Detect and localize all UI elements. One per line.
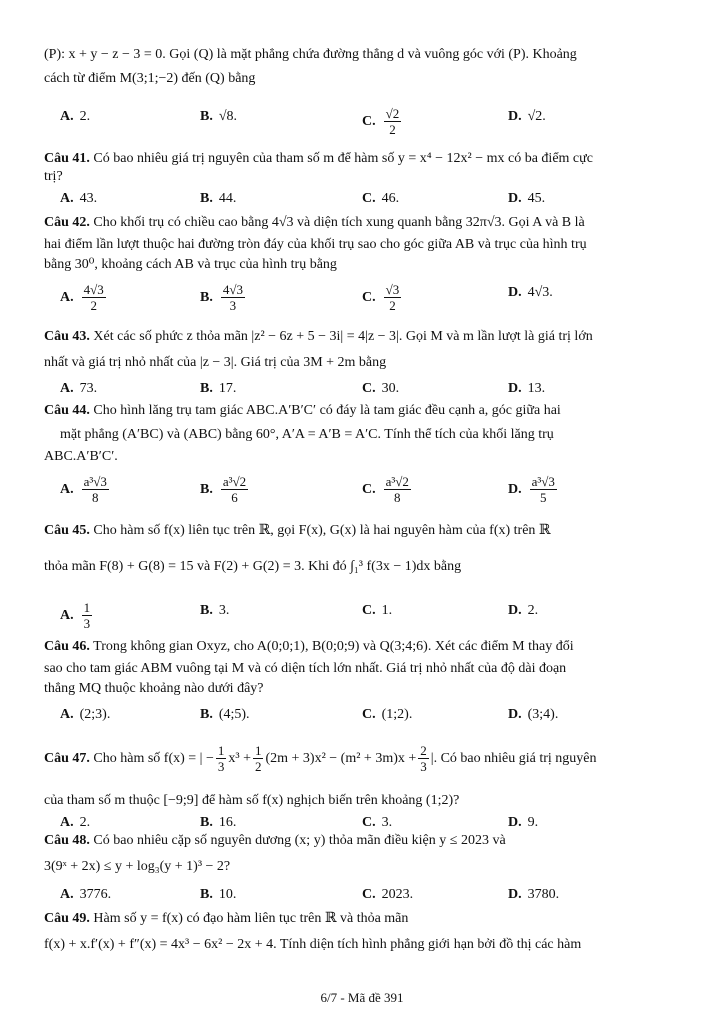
option-b: B. √8. (200, 109, 238, 124)
option-c: C. $\frac{√2}{2}$ (362, 106, 400, 137)
question-43: Câu 43. Xét các số phức z thỏa mãn |z² − 6z + 5 − 3i| = 4|z − 3|. Gọi M và m lần lượt là giá trị lớn (44, 329, 593, 344)
option-a: A. 73. (60, 381, 98, 396)
option-a: A. $\frac{1}{3}$ (60, 600, 91, 631)
text-line: mặt phẳng (A′BC) và (ABC) bằng 60°, A′A = A′B = A′C. Tính thể tích của khối lăng trụ (60, 427, 554, 442)
option-d: D. 2. (508, 603, 539, 618)
option-c: C. $\frac{√3}{2}$ (362, 282, 400, 313)
option-b: B. $\frac{4√3}{3}$ (200, 282, 243, 313)
option-c: C. 2023. (362, 887, 414, 902)
text-line: sao cho tam giác ABM vuông tại M và có diện tích lớn nhất. Giá trị nhỏ nhất của độ dài đoạn (44, 661, 567, 676)
text-line: cách từ điểm M(3;1;−2) đến (Q) bằng (44, 71, 256, 86)
question-49: Câu 49. Hàm số y = f(x) có đạo hàm liên tục trên ℝ và thỏa mãn (44, 911, 409, 926)
text-line: của tham số m thuộc [−9;9] để hàm số f(x) nghịch biến trên khoảng (1;2)? (44, 793, 460, 808)
option-a: A. $\frac{\text{a³√3}}{8}$ (60, 474, 107, 505)
option-b: B. 10. (200, 887, 237, 902)
option-a: A. (2;3). (60, 707, 111, 722)
option-b: B. (4;5). (200, 707, 250, 722)
answer-options (60, 106, 660, 137)
question-48: Câu 48. Có bao nhiêu cặp số nguyên dương (x; y) thỏa mãn điều kiện y ≤ 2023 và (44, 833, 506, 848)
text-line: nhất và giá trị nhỏ nhất của |z − 3|. Giá trị của 3M + 2m bằng (44, 355, 387, 370)
option-d: D. 4√3. (508, 285, 553, 300)
text-line: bằng 30⁰, khoảng cách AB và trục của hình trụ bằng (44, 257, 337, 272)
answer-options (60, 282, 660, 313)
option-d: D. 45. (508, 191, 546, 206)
option-a: A. 2. (60, 109, 91, 124)
text-line: thỏa mãn F(8) + G(8) = 15 và F(2) + G(2) = 3. Khi đó ∫₁³ f(3x − 1)dx bằng (44, 559, 462, 574)
option-b: B. 3. (200, 603, 230, 618)
text-line: f(x) + x.f′(x) + f″(x) = 4x³ − 6x² − 2x + 4. Tính diện tích hình phẳng giới hạn bởi đồ thị các hàm (44, 937, 582, 952)
answer-options (60, 474, 660, 505)
answer-options (60, 378, 660, 404)
text-line: (P): x + y − z − 3 = 0. Gọi (Q) là mặt phẳng chứa đường thẳng d và vuông góc với (P). Khoảng (44, 47, 577, 62)
option-d: D. $\frac{\text{a³√3}}{5}$ (508, 474, 555, 505)
option-c: C. 30. (362, 381, 400, 396)
option-a: A. 2. (60, 815, 91, 830)
question-46: Câu 46. Trong không gian Oxyz, cho A(0;0;1), B(0;0;9) và Q(3;4;6). Xét các điểm M thay đổi (44, 639, 574, 654)
option-b: B. 16. (200, 815, 237, 830)
option-b: B. 17. (200, 381, 237, 396)
option-c: C. 1. (362, 603, 393, 618)
option-b: B. 44. (200, 191, 237, 206)
option-a: A. $\frac{4√3}{2}$ (60, 282, 104, 313)
question-45: Câu 45. Cho hàm số f(x) liên tục trên ℝ, gọi F(x), G(x) là hai nguyên hàm của f(x) trên ℝ (44, 523, 551, 538)
option-c: C. (1;2). (362, 707, 413, 722)
option-c: C. 46. (362, 191, 400, 206)
question-44: Câu 44. Cho hình lăng trụ tam giác ABC.A′B′C′ có đáy là tam giác đều cạnh a, góc giữa hai (44, 403, 561, 418)
option-a: A. 3776. (60, 887, 112, 902)
question-47: Câu 47. Cho hàm số f(x) = | − $\frac{1}{3}$ x³ + $\frac{1}{2}$ (2m + 3)x² − (m² + 3m)x + $\frac{2}{3}$ |. Có bao nhiêu giá trị nguyên (44, 743, 597, 775)
page-footer: 6/7 - Mã đề 391 (320, 990, 404, 1005)
text-line: 3(9ˣ + 2x) ≤ y + log₃(y + 1)³ − 2? (44, 859, 231, 874)
text-line: thẳng MQ thuộc khoảng nào dưới đây? (44, 681, 264, 696)
answer-options (60, 600, 660, 631)
question-41: Câu 41. Có bao nhiêu giá trị nguyên của tham số m để hàm số y = x⁴ − 12x² − mx có ba điểm cực (44, 151, 593, 166)
option-a: A. 43. (60, 191, 98, 206)
question-42: Câu 42. Cho khối trụ có chiều cao bằng 4√3 và diện tích xung quanh bằng 32π√3. Gọi A và B là (44, 215, 585, 230)
option-d: D. 9. (508, 815, 539, 830)
text-line: ABC.A′B′C′. (44, 449, 118, 464)
answer-options (60, 704, 660, 730)
answer-options (60, 884, 660, 910)
option-d: D. √2. (508, 109, 546, 124)
text-line: hai điểm lần lượt thuộc hai đường tròn đáy của khối trụ sao cho góc giữa AB và trục của hình trụ (44, 237, 587, 252)
answer-options (60, 188, 660, 214)
option-c: C. $\frac{\text{a³√2}}{8}$ (362, 474, 409, 505)
option-d: D. 13. (508, 381, 546, 396)
text-line: trị? (44, 169, 63, 184)
option-b: B. $\frac{\text{a³√2}}{6}$ (200, 474, 247, 505)
option-d: D. 3780. (508, 887, 560, 902)
option-d: D. (3;4). (508, 707, 559, 722)
option-c: C. 3. (362, 815, 393, 830)
